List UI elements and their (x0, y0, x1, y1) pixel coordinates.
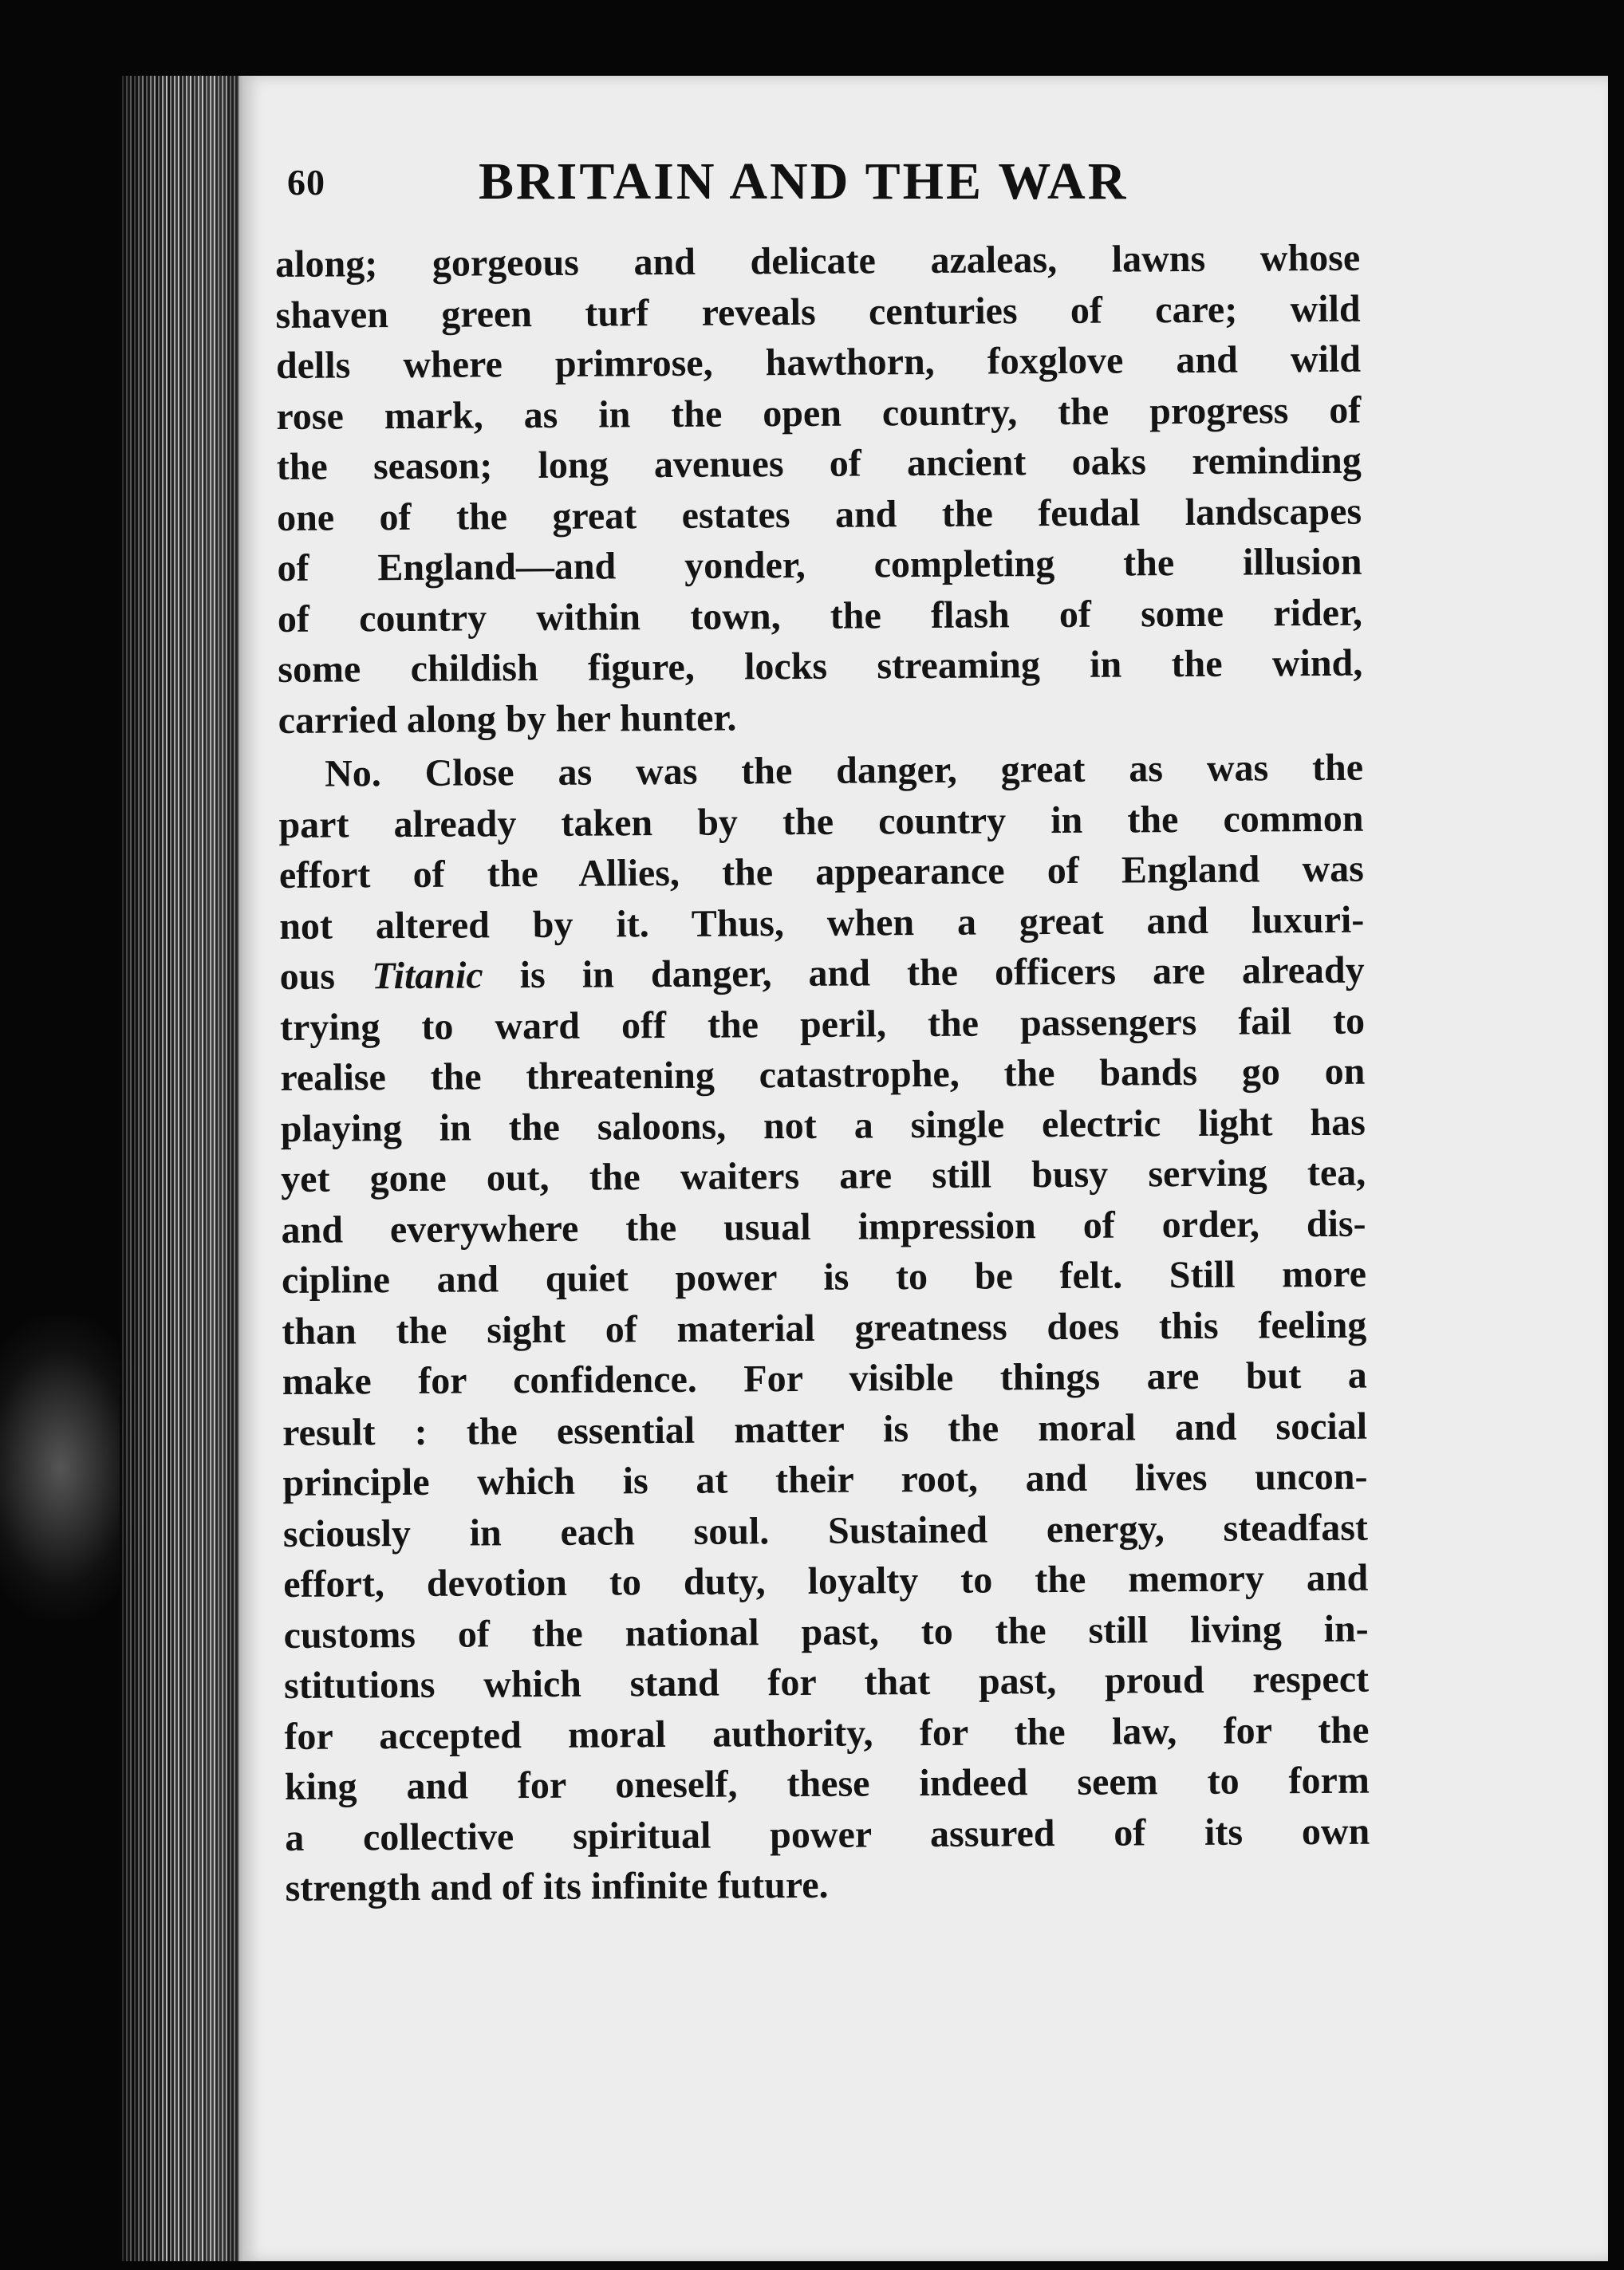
text-line: and everywhere the usual impression of order, dis- (281, 1202, 1366, 1251)
text-line: cipline and quiet power is to be felt. Still more (281, 1252, 1367, 1302)
paragraph (275, 233, 1363, 746)
body-text (275, 233, 1370, 1914)
text-line: effort, devotion to duty, loyalty to the memory and (283, 1556, 1369, 1606)
text-line: strength and of its infinite future. (285, 1863, 829, 1909)
text-line: for accepted moral authority, for the law, for the (284, 1708, 1370, 1758)
text-line: effort of the Allies, the appearance of England was (278, 847, 1365, 897)
text-line: of England—and yonder, completing the illusion (277, 540, 1362, 589)
text-line: rose mark, as in the open country, the progress of (276, 388, 1362, 438)
text-line: dells where primrose, hawthorn, foxglove and wild (275, 337, 1362, 387)
text-line: customs of the national past, to the still living in- (283, 1607, 1369, 1657)
text-line: a collective spiritual power assured of its own (285, 1810, 1370, 1859)
text-line: one of the great estates and the feudal landscapes (276, 490, 1362, 539)
text-line: the season; long avenues of ancient oaks reminding (276, 439, 1362, 488)
text-line: stitutions which stand for that past, proud respect (283, 1657, 1370, 1707)
text-line: of country within town, the flash of some rider, (277, 591, 1363, 640)
text-line: principle which is at their root, and lives uncon- (282, 1455, 1368, 1504)
text-line: yet gone out, the waiters are still busy serving tea, (281, 1151, 1366, 1200)
text-line: some childish figure, locks streaming in the wind, (278, 641, 1363, 691)
ship-name-italic: Titanic (371, 954, 483, 998)
text-line: along; gorgeous and delicate azaleas, lawns whose (275, 236, 1361, 286)
text-line: realise the threatening catastrophe, the bands go on (280, 1050, 1366, 1099)
text-line (279, 945, 1364, 1003)
text-line: king and for oneself, these indeed seem to form (284, 1759, 1370, 1808)
book-fore-edge (120, 76, 239, 2261)
text-line: No. Close as was the danger, great as was the (324, 746, 1364, 795)
text-line: part already taken by the country in the common (278, 797, 1364, 846)
text-run: is in danger, and the officers are already (483, 948, 1365, 997)
text-line: shaven green turf reveals centuries of care; wild (275, 287, 1361, 337)
running-head (287, 152, 1340, 223)
text-line: carried along by her hunter. (278, 696, 737, 742)
text-line: playing in the saloons, not a single electric light has (280, 1101, 1366, 1150)
text-line: result : the essential matter is the moral and social (282, 1405, 1368, 1454)
text-line: not altered by it. Thus, when a great and luxuri- (279, 898, 1365, 948)
page-number: 60 (287, 162, 325, 203)
text-line: trying to ward off the peril, the passengers fail to (279, 999, 1366, 1049)
text-line: make for confidence. For visible things are but a (282, 1354, 1367, 1403)
text-line: than the sight of material greatness does this feeling (282, 1303, 1367, 1353)
running-title: BRITAIN AND THE WAR (479, 152, 1129, 211)
text-run: ous (279, 955, 372, 998)
text-line: sciously in each soul. Sustained energy, steadfast (282, 1506, 1369, 1555)
paragraph (278, 743, 1370, 1914)
